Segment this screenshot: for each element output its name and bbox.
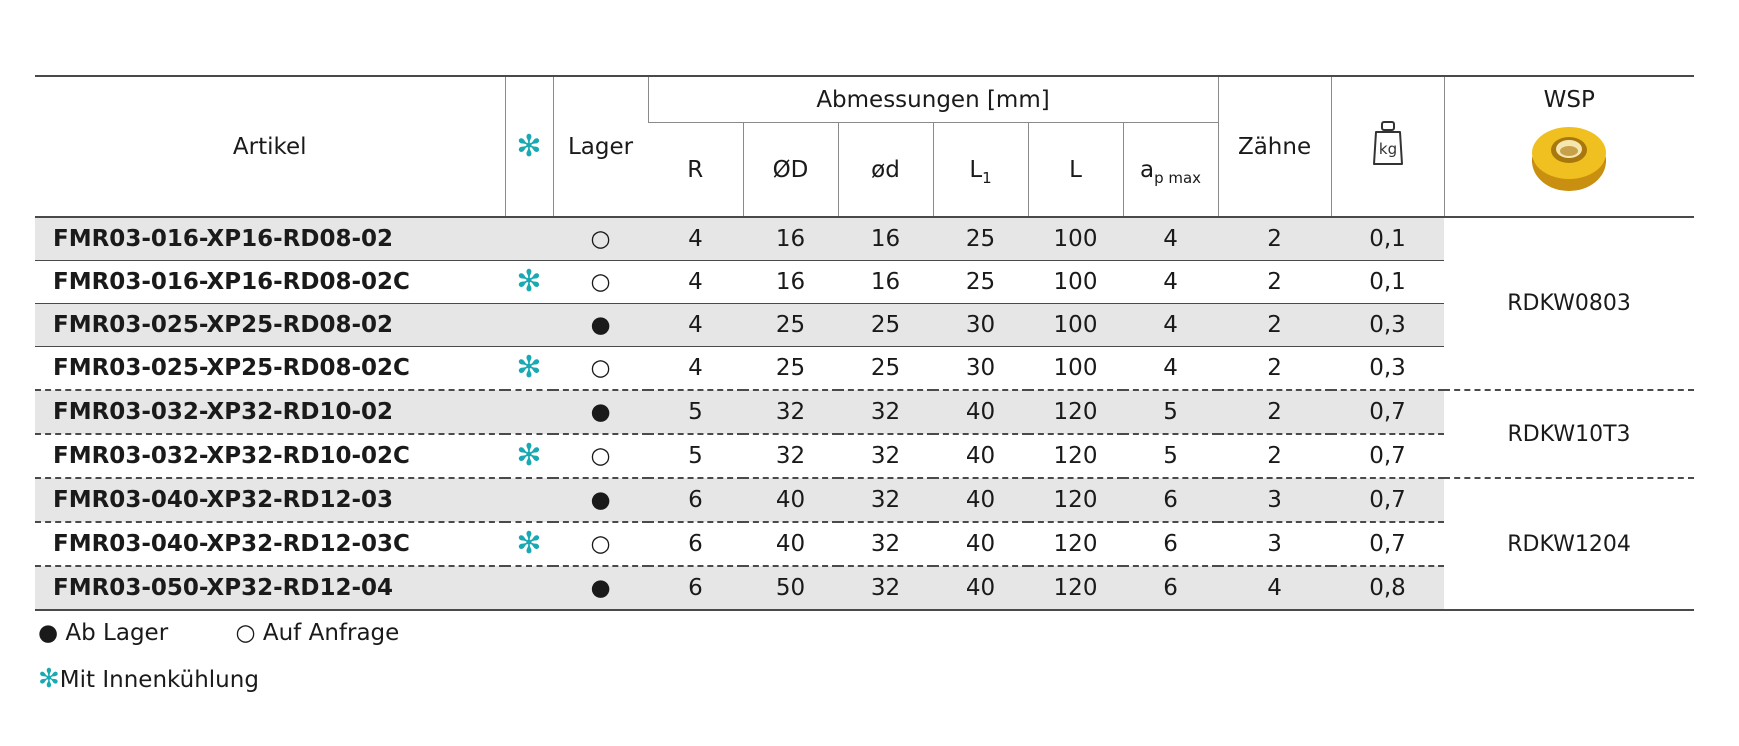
r-cell: 5 <box>648 434 743 478</box>
legend-cooling <box>38 666 259 693</box>
cooling-cell <box>505 347 553 391</box>
weight-cell: 0,3 <box>1331 304 1444 347</box>
legend-on-request-label: Auf Anfrage <box>262 620 400 646</box>
d-cell: 32 <box>838 566 933 610</box>
on-request-icon: ○ <box>235 620 256 646</box>
r-cell: 4 <box>648 304 743 347</box>
header-l1-main: L <box>969 156 983 183</box>
ap-cell: 6 <box>1123 522 1218 566</box>
product-table <box>35 75 1694 611</box>
artikel-cell: FMR03-016-XP16-RD08-02 <box>35 217 505 261</box>
artikel-cell: FMR03-025-XP25-RD08-02 <box>35 304 505 347</box>
l-cell: 100 <box>1028 217 1123 261</box>
weight-cell: 0,1 <box>1331 217 1444 261</box>
lager-cell: ● <box>553 304 648 347</box>
lager-cell: ○ <box>553 261 648 304</box>
weight-cell: 0,7 <box>1331 390 1444 434</box>
cooling-icon: ✻ <box>38 664 60 694</box>
d-cell: 32 <box>838 434 933 478</box>
r-cell: 4 <box>648 217 743 261</box>
artikel-cell: FMR03-032-XP32-RD10-02 <box>35 390 505 434</box>
dd-cell: 50 <box>743 566 838 610</box>
table-row <box>35 390 1694 434</box>
header-l1-sub: 1 <box>982 168 992 187</box>
dd-cell: 16 <box>743 261 838 304</box>
zaehne-cell: 2 <box>1218 261 1331 304</box>
legend-stock <box>38 620 399 646</box>
weight-cell: 0,1 <box>1331 261 1444 304</box>
l-cell: 120 <box>1028 566 1123 610</box>
header-l: L <box>1028 123 1123 218</box>
header-r: R <box>687 156 704 183</box>
zaehne-cell: 3 <box>1218 478 1331 522</box>
product-table-container <box>35 75 1694 611</box>
cooling-icon: ✻ <box>516 526 542 561</box>
lager-cell: ○ <box>553 347 648 391</box>
legend-cooling-label: Mit Innenkühlung <box>59 667 259 693</box>
weight-unit-label: kg <box>1378 139 1397 158</box>
legend-in-stock <box>38 620 168 646</box>
artikel-cell: FMR03-032-XP32-RD10-02C <box>35 434 505 478</box>
legend-in-stock-label: Ab Lager <box>65 620 169 646</box>
r-cell: 6 <box>648 566 743 610</box>
zaehne-cell: 2 <box>1218 217 1331 261</box>
l1-cell: 25 <box>933 217 1028 261</box>
weight-icon <box>1371 120 1405 168</box>
cooling-icon: ✻ <box>516 438 542 473</box>
header-ap-main: a <box>1139 156 1155 183</box>
artikel-cell: FMR03-040-XP32-RD12-03C <box>35 522 505 566</box>
header-wsp-label: WSP <box>1543 87 1595 113</box>
ap-cell: 5 <box>1123 434 1218 478</box>
l1-cell: 40 <box>933 478 1028 522</box>
l-cell: 100 <box>1028 347 1123 391</box>
d-cell: 32 <box>838 478 933 522</box>
dd-cell: 40 <box>743 478 838 522</box>
l1-cell: 40 <box>933 434 1028 478</box>
lager-cell: ○ <box>553 217 648 261</box>
cooling-cell <box>505 217 553 261</box>
wsp-cell: RDKW1204 <box>1444 478 1694 610</box>
l1-cell: 40 <box>933 522 1028 566</box>
weight-cell: 0,7 <box>1331 478 1444 522</box>
l-cell: 120 <box>1028 434 1123 478</box>
artikel-cell: FMR03-050-XP32-RD12-04 <box>35 566 505 610</box>
lager-cell: ● <box>553 390 648 434</box>
cooling-cell <box>505 261 553 304</box>
header-ap-sub: p max <box>1154 168 1202 187</box>
table-body <box>35 217 1694 610</box>
l1-cell: 30 <box>933 347 1028 391</box>
d-cell: 16 <box>838 217 933 261</box>
l1-cell: 25 <box>933 261 1028 304</box>
lager-cell: ● <box>553 478 648 522</box>
cooling-cell <box>505 304 553 347</box>
header-weight <box>1331 76 1444 217</box>
zaehne-cell: 3 <box>1218 522 1331 566</box>
wsp-cell: RDKW0803 <box>1444 217 1694 390</box>
d-cell: 32 <box>838 390 933 434</box>
in-stock-icon: ● <box>38 620 59 646</box>
r-cell: 5 <box>648 390 743 434</box>
header-ap <box>1123 123 1218 218</box>
dd-cell: 32 <box>743 434 838 478</box>
cooling-cell <box>505 566 553 610</box>
ap-cell: 5 <box>1123 390 1218 434</box>
header-l1 <box>933 123 1028 218</box>
r-cell: 6 <box>648 522 743 566</box>
weight-cell: 0,7 <box>1331 434 1444 478</box>
l-cell: 100 <box>1028 261 1123 304</box>
header-wsp <box>1444 76 1694 217</box>
table-row <box>35 217 1694 261</box>
legend-on-request <box>235 620 399 646</box>
zaehne-cell: 2 <box>1218 304 1331 347</box>
l-cell: 120 <box>1028 478 1123 522</box>
wsp-cell: RDKW10T3 <box>1444 390 1694 478</box>
table-row <box>35 478 1694 522</box>
lager-cell: ○ <box>553 434 648 478</box>
cooling-icon: ✻ <box>516 264 542 299</box>
weight-cell: 0,7 <box>1331 522 1444 566</box>
header-zaehne: Zähne <box>1218 76 1331 217</box>
ap-cell: 6 <box>1123 566 1218 610</box>
table-header <box>35 76 1694 217</box>
dd-cell: 32 <box>743 390 838 434</box>
zaehne-cell: 2 <box>1218 390 1331 434</box>
lager-cell: ○ <box>553 522 648 566</box>
d-cell: 25 <box>838 304 933 347</box>
d-cell: 32 <box>838 522 933 566</box>
zaehne-cell: 2 <box>1218 434 1331 478</box>
r-cell: 4 <box>648 347 743 391</box>
cooling-cell <box>505 434 553 478</box>
ap-cell: 4 <box>1123 347 1218 391</box>
cooling-cell <box>505 522 553 566</box>
l1-cell: 30 <box>933 304 1028 347</box>
header-dd: ØD <box>743 123 838 218</box>
header-cooling <box>505 76 553 217</box>
ap-cell: 6 <box>1123 478 1218 522</box>
lager-cell: ● <box>553 566 648 610</box>
dd-cell: 25 <box>743 304 838 347</box>
l1-cell: 40 <box>933 566 1028 610</box>
l-cell: 120 <box>1028 390 1123 434</box>
ap-cell: 4 <box>1123 261 1218 304</box>
artikel-cell: FMR03-040-XP32-RD12-03 <box>35 478 505 522</box>
dd-cell: 25 <box>743 347 838 391</box>
cooling-cell <box>505 390 553 434</box>
round-insert-icon <box>1526 117 1612 195</box>
cooling-icon: ✻ <box>516 350 542 385</box>
dd-cell: 16 <box>743 217 838 261</box>
l-cell: 100 <box>1028 304 1123 347</box>
l-cell: 120 <box>1028 522 1123 566</box>
artikel-cell: FMR03-016-XP16-RD08-02C <box>35 261 505 304</box>
zaehne-cell: 4 <box>1218 566 1331 610</box>
weight-cell: 0,8 <box>1331 566 1444 610</box>
ap-cell: 4 <box>1123 304 1218 347</box>
ap-cell: 4 <box>1123 217 1218 261</box>
cooling-cell <box>505 478 553 522</box>
r-cell: 4 <box>648 261 743 304</box>
artikel-cell: FMR03-025-XP25-RD08-02C <box>35 347 505 391</box>
l1-cell: 40 <box>933 390 1028 434</box>
r-cell: 6 <box>648 478 743 522</box>
d-cell: 25 <box>838 347 933 391</box>
cooling-icon: ✻ <box>516 128 542 164</box>
header-d: ød <box>838 123 933 218</box>
header-lager: Lager <box>553 76 648 217</box>
weight-cell: 0,3 <box>1331 347 1444 391</box>
zaehne-cell: 2 <box>1218 347 1331 391</box>
dd-cell: 40 <box>743 522 838 566</box>
d-cell: 16 <box>838 261 933 304</box>
header-abmessungen: Abmessungen [mm] <box>648 76 1218 123</box>
header-artikel: Artikel <box>232 133 307 160</box>
